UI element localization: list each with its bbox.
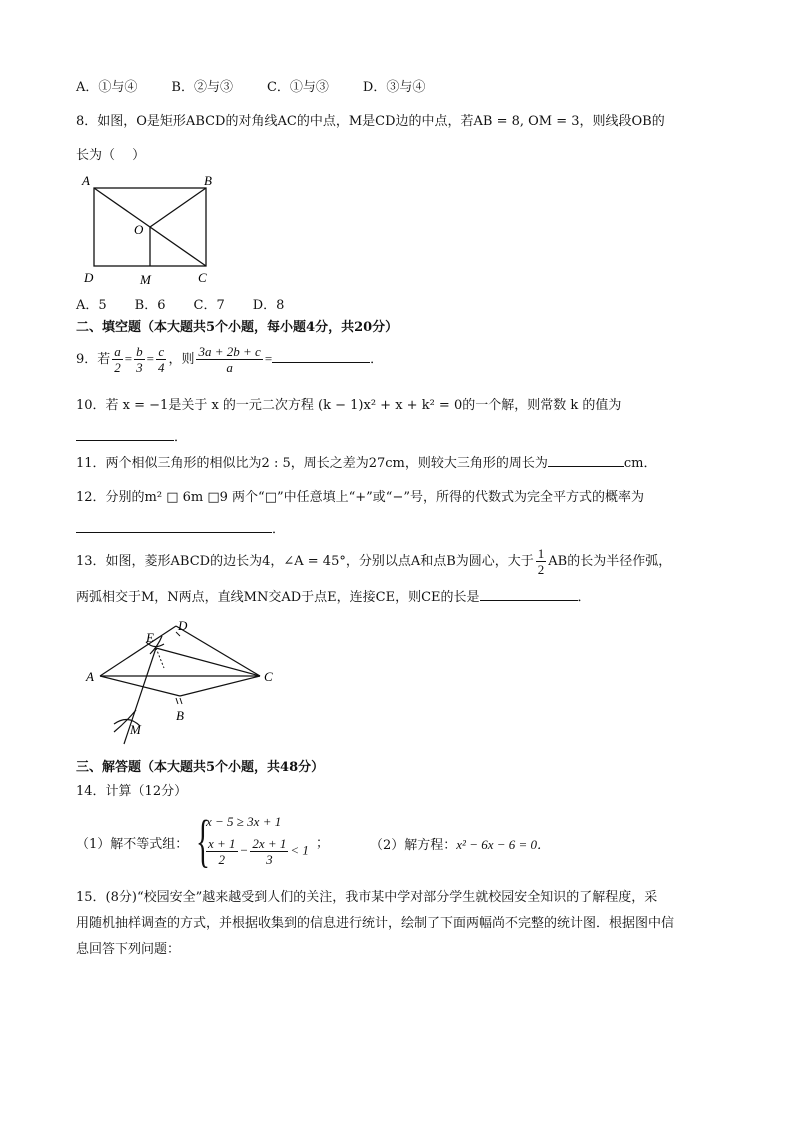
q10-line-2: ． [76,428,187,448]
q14-inequality-1: x − 5 ≥ 3x + 1 [206,814,282,829]
q8-line-1: 8．如图，O是矩形ABCD的对角线AC的中点，M是CD边的中点，若AB = 8, OM = 3，则线段OB的 [76,114,665,129]
label-d: D [178,618,188,633]
segment-ec [156,648,260,676]
label-a: A [82,173,90,188]
q11: 11．两个相似三角形的相似比为2 : 5，周长之差为27cm，则较大三角形的周长为 cm． [76,456,657,471]
q13-line-2: 两弧相交于M，N两点，直线MN交AD于点E，连接CE，则CE的长是 ． [76,590,591,605]
label-b: B [176,708,184,723]
side-bc [180,676,260,696]
q8-rectangle-figure [78,168,228,288]
q8-option-d: D．8 [252,298,285,313]
q7-options [76,78,459,98]
q9-frac-expression: $\frac{3a + 2b + c}{a}$ [198,344,261,375]
label-a: A [86,669,94,684]
q13-frac-half: $\frac{1}{2}$ [537,546,545,577]
q15-line-2: 用随机抽样调查的方式，并根据收集到的信息进行统计，绘制了下面两幅尚不完整的统计图．根据图中信 [76,916,675,931]
section-3-title: 三、解答题（本大题共5个小题，共48分） [76,760,325,775]
label-c: C [198,270,207,285]
q10-answer-blank[interactable] [76,428,174,441]
q13-rhombus-figure [84,614,284,750]
q8-option-b: B．6 [134,298,166,313]
q14-separator: ； [316,836,330,851]
label-e: E [146,630,154,645]
side-ab [100,676,180,696]
q14-part1-label: （1）解不等式组： [76,837,189,852]
q14-title: 14．计算（12分） [76,784,188,799]
q9-end: ． [370,352,384,367]
q7-option-d: D．③与④ [362,80,426,95]
q9-lead: 9．若 [76,352,111,367]
q14-part2: （2）解方程：x² − 6x − 6 = 0． [370,837,551,853]
q8-options [76,296,318,316]
q7-option-a: A．①与④ [76,80,138,95]
q9-mid: ，则 [168,352,195,367]
q8-line-2: 长为（ ） [76,148,146,163]
q9: 9．若 $\frac{a}{2}$ = $\frac{b}{3}$ = $\frac{c}{4}$ ，则 $\frac{3a + 2b + c}{a}$ = ． [76,344,384,375]
segment-ob [150,188,206,227]
q7-option-b: B．②与③ [171,80,233,95]
q15-line-1: 15．(8分)“校园安全”越来越受到人们的关注，我市某中学对部分学生就校园安全知识的了解程度，采 [76,890,658,905]
label-b: B [204,173,212,188]
q9-equals: = [264,351,273,366]
side-ad [100,626,176,676]
label-c: C [264,669,273,684]
q7-option-c: C．①与③ [266,80,329,95]
label-m: M [140,272,151,287]
q9-frac-b: $\frac{b}{3}$ [136,344,143,375]
q8-option-c: C．7 [193,298,225,313]
label-d: D [84,270,94,285]
label-o: O [134,222,144,237]
q15-line-3: 息回答下列问题： [76,942,181,957]
q12-answer-blank[interactable] [76,520,272,533]
q12-line-2: ． [76,520,285,540]
q12-line-1: 12．分别的m² □ 6m □9 两个“□”中任意填上“+”或“−”号，所得的代数式为完全平方式的概率为 [76,490,644,505]
section-2-title: 二、填空题（本大题共5个小题，每小题4分，共20分） [76,320,399,335]
side-dc [176,626,260,676]
label-m: M [130,722,141,737]
q13-answer-blank[interactable] [480,588,578,601]
q8-option-a: A．5 [76,298,107,313]
q14-inequality-2: $\frac{x + 1}{2}$ − $\frac{2x + 1}{3}$ < 1 [208,836,309,867]
q9-answer-blank[interactable] [272,350,370,363]
q9-frac-a: $\frac{a}{2}$ [114,344,121,375]
q14-brace: { [196,808,210,873]
q10-line-1: 10．若 x = −1是关于 x 的一元二次方程 (k − 1)x² + x + k² = 0的一个解，则常数 k 的值为 [76,398,622,413]
q9-frac-c: $\frac{c}{4}$ [157,344,165,375]
q11-answer-blank[interactable] [548,454,624,467]
q13-line-1: 13．如图，菱形ABCD的边长为4，∠A = 45°，分别以点A和点B为圆心，大于 $\frac{1}{2}$ AB的长为半径作弧， [76,546,672,577]
